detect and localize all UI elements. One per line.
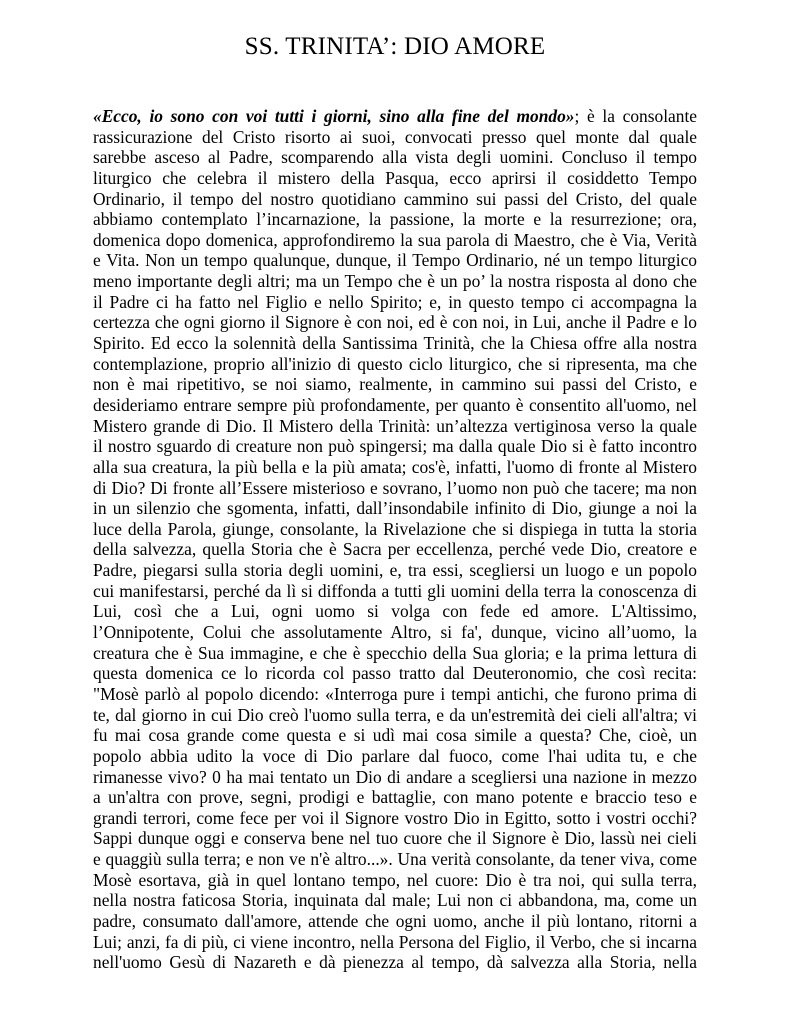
text-line: questa domenica ce lo ricorda col passo tratto dal Deuteronomio, che così recita: — [93, 663, 697, 684]
text-line: Spirito. Ed ecco la solennità della Santissima Trinità, che la Chiesa offre alla nostra — [93, 333, 697, 354]
text-line — [93, 106, 697, 127]
text-line: Padre, piegarsi sulla storia degli uomini, e, tra essi, scegliersi un luogo e un popolo — [93, 560, 697, 581]
text-line: Lui; anzi, fa di più, ci viene incontro, nella Persona del Figlio, il Verbo, che si incarna — [93, 931, 697, 952]
text-line: non è mai ripetitivo, se noi siamo, realmente, in cammino sui passi del Cristo, e — [93, 374, 697, 395]
text-line: padre, consumato dall'amore, attende che ogni uomo, anche il più lontano, ritorni a — [93, 910, 697, 931]
body-paragraph — [93, 106, 697, 973]
text-line: in un silenzio che sgomenta, infatti, dall’insondabile infinito di Dio, giunge a noi la — [93, 498, 697, 519]
text-line: alla sua creatura, la più bella e la più amata; cos'è, infatti, l'uomo di fronte al Mistero — [93, 456, 697, 477]
text-line: e Vita. Non un tempo qualunque, dunque, il Tempo Ordinario, né un tempo liturgico — [93, 250, 697, 271]
text-line: domenica dopo domenica, approfondiremo la sua parola di Maestro, che è Via, Verità — [93, 229, 697, 250]
text-line: Mistero grande di Dio. Il Mistero della Trinità: un’altezza vertiginosa verso la quale — [93, 415, 697, 436]
text-line: luce della Parola, giunge, consolante, la Rivelazione che si dispiega in tutta la storia — [93, 518, 697, 539]
text-line: meno importante degli altri; ma un Tempo che è un po’ la nostra risposta al dono che — [93, 271, 697, 292]
text-line: il Padre ci ha fatto nel Figlio e nello Spirito; e, in questo tempo ci accompagna la — [93, 291, 697, 312]
text-line: sarebbe asceso al Padre, scomparendo alla vista degli uomini. Concluso il tempo — [93, 147, 697, 168]
text-line: te, dal giorno in cui Dio creò l'uomo sulla terra, e da un'estremità dei cieli all'altra; vi — [93, 704, 697, 725]
text-line: a un'altra con prove, segni, prodigi e battaglie, con mano potente e braccio teso e — [93, 787, 697, 808]
text-line: e quaggiù sulla terra; e non ve n'è altro...». Una verità consolante, da tener viva, come — [93, 849, 697, 870]
text-line: rimanesse vivo? 0 ha mai tentato un Dio di andare a scegliersi una nazione in mezzo — [93, 766, 697, 787]
text-line: Ordinario, il tempo del nostro quotidiano cammino sui passi del Cristo, del quale — [93, 188, 697, 209]
text-line: Lui, così che a Lui, ogni uomo si volga con fede ed amore. L'Altissimo, — [93, 601, 697, 622]
page-title: SS. TRINITA’: DIO AMORE — [244, 33, 546, 60]
text-line: grandi terrori, come fece per voi il Signore vostro Dio in Egitto, sotto i vostri occhi? — [93, 807, 697, 828]
text-line: abbiamo contemplato l’incarnazione, la passione, la morte e la resurrezione; ora, — [93, 209, 697, 230]
text-line-tail: ; è la consolante — [574, 106, 697, 126]
text-line: l’Onnipotente, Colui che assolutamente Altro, si fa', dunque, vicino all’uomo, la — [93, 622, 697, 643]
text-line: creatura che è Sua immagine, e che è specchio della Sua gloria; e la prima lettura di — [93, 642, 697, 663]
text-line: certezza che ogni giorno il Signore è con noi, ed è con noi, in Lui, anche il Padre e lo — [93, 312, 697, 333]
text-line: contemplazione, proprio all'inizio di questo ciclo liturgico, che si ripresenta, ma che — [93, 353, 697, 374]
text-line: Mosè esortava, già in quel lontano tempo, nel cuore: Dio è tra noi, qui sulla terra, — [93, 869, 697, 890]
text-line: cui manifestarsi, perché da lì si diffonda a tutti gli uomini della terra la conoscenza di — [93, 580, 697, 601]
text-line: nell'uomo Gesù di Nazareth e dà pienezza al tempo, dà salvezza alla Storia, nella — [93, 952, 697, 973]
text-line: liturgico che celebra il mistero della Pasqua, ecco aprirsi il cosiddetto Tempo — [93, 167, 697, 188]
text-line: di Dio? Di fronte all’Essere misterioso e sovrano, l’uomo non può che tacere; ma non — [93, 477, 697, 498]
text-line: della salvezza, quella Storia che è Sacra per eccellenza, perché vede Dio, creatore e — [93, 539, 697, 560]
text-line: nella nostra faticosa Storia, inquinata dal male; Lui non ci abbandona, ma, come un — [93, 890, 697, 911]
text-line: il nostro sguardo di creature non può spingersi; ma dalla quale Dio si è fatto incontro — [93, 436, 697, 457]
opening-quote: «Ecco, io sono con voi tutti i giorni, sino alla fine del mondo» — [93, 106, 575, 126]
text-line: desideriamo entrare sempre più profondamente, per quanto è consentito all'uomo, nel — [93, 394, 697, 415]
text-line: popolo abbia udito la voce di Dio parlare dal fuoco, come l'hai udita tu, e che — [93, 745, 697, 766]
text-line: fu mai cosa grande come questa e si udì mai cosa simile a questa? Che, cioè, un — [93, 725, 697, 746]
text-line: Sappi dunque oggi e conserva bene nel tuo cuore che il Signore è Dio, lassù nei cieli — [93, 828, 697, 849]
text-line: "Mosè parlò al popolo dicendo: «Interroga pure i tempi antichi, che furono prima di — [93, 683, 697, 704]
text-line: rassicurazione del Cristo risorto ai suoi, convocati presso quel monte dal quale — [93, 126, 697, 147]
